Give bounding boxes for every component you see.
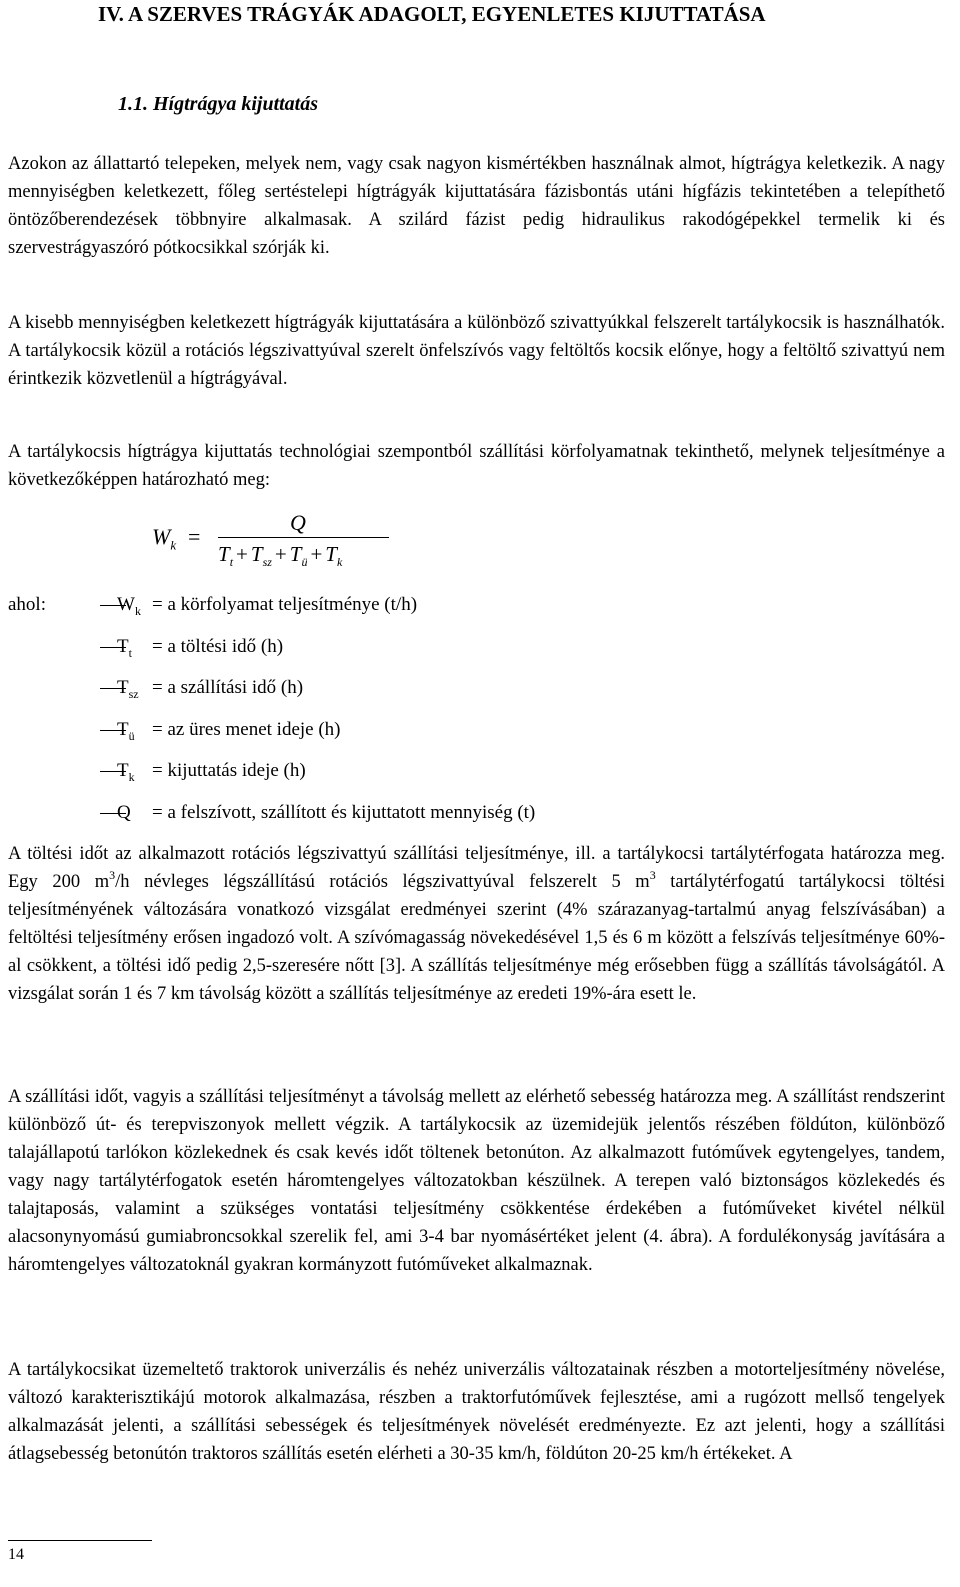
paragraph-filling-time: A töltési időt az alkalmazott rotációs légszivattyú szállítási teljesítménye, ill. a tartálykocsi tartálytérfogata határozza meg. Egy 200 $m^3/h$ névleges légszállítású rotációs légszivattyúval felszerelt 5 $m^3$ tartálytérfogatú tartálykocsi töltési teljesítményének változására vonatkozó vizsgálat eredményei szerint (4% szárazanyag-tartalmú anyag felszívásában) a feltöltési teljesítmény erősen ingadozó volt. A szívómagasság növekedésével 1,5 és 6 m között a felszívás teljesítménye 60%-al csökkent, a töltési idő pedig 2,5-szeresére nőtt [3]. A szállítás teljesítménye még erősebben függ a szállítás távolságától. A vizsgálat során 1 és 7 km távolság között a szállítás teljesítménye az eredeti 19%-ára esett le. [8, 844, 945, 1004]
formula-denominator: $T_t + T_{sz} + T_ü + T_k$ [218, 542, 343, 570]
definition-item: $T_k$ = kijuttatás ideje (h) [100, 756, 700, 798]
paragraph-intro: Azokon az állattartó telepeken, melyek nem, vagy csak nagyon kismértékben használnak almot, hígtrágya keletkezik. A nagy mennyiségben keletkezett, főleg sertéstelepi hígtrágyák kijuttatására fázisbontás utáni hígfázis tekintetében a telepíthető öntözőberendezések többnyire alkalmasak. A szilárd fázist pedig hidraulikus rakodógépekkel termelik ki és szervestrágyaszóró pótkocsikkal szórják ki. [8, 154, 945, 258]
definition-item: $T_t$ = a töltési idő (h) [100, 632, 700, 674]
chapter-title: IV. A SZERVES TRÁGYÁK ADAGOLT, EGYENLETES KIJUTTATÁSA [98, 2, 766, 26]
formula-numerator: Q [290, 510, 306, 535]
section-title: 1.1. Hígtrágya kijuttatás [118, 93, 319, 115]
formula-equals: = [188, 524, 201, 549]
definition-item: $T_{sz}$ = a szállítási idő (h) [100, 673, 700, 715]
paragraph-transport: A szállítási időt, vagyis a szállítási teljesítményt a távolság mellett az elérhető sebesség határozza meg. A szállítást rendszerint különböző út- és terepviszonyok mellett végzik. A tartálykocsik az üzemidejük jelentős részében földúton, különböző talajállapotú tarlókon közlekednek és csak kevés időt töltenek betonúton. Az alkalmazott futóművek egytengelyes, tandem, vagy nagy tartálytérfogatok esetén háromtengelyes változatokban készülnek. A terepen való biztonságos közlekedés és talajtaposás, valamint a szükséges vontatási teljesítmény csökkentése érdekében a futóműveket kivétel nélkül alacsonynyomású gumiabroncsokkal szerelik fel, ami 3-4 bar nyomásértéket jelent (4. ábra). A fordulékonyság javítására a háromtengelyes változatoknál gyakran kormányzott futóműveket alkalmaznak. [8, 1087, 945, 1275]
definition-item: $T_ü$ = az üres menet ideje (h) [100, 715, 700, 757]
paragraph-cycle: A tartálykocsis hígtrágya kijuttatás technológiai szempontból szállítási körfolyamatnak tekinthető, melynek teljesítménye a következőképpen határozható meg: [8, 442, 945, 490]
definition-list [100, 590, 700, 839]
definition-item: Q = a felszívott, szállított és kijuttatott mennyiség (t) [100, 798, 700, 840]
performance-formula [150, 510, 410, 580]
footer-rule [8, 1540, 152, 1541]
formula-lhs: $W_k$ [152, 524, 177, 553]
paragraph-tank-wagons: A kisebb mennyiségben keletkezett hígtrágyák kijuttatására a különböző szivattyúkkal felszerelt tartálykocsik is használhatók. A tartálykocsik közül a rotációs légszivattyúval szerelt önfelszívós vagy feltöltős kocsik előnye, hogy a feltöltő szivattyú nem érintkezik közvetlenül a hígtrágyával. [8, 313, 945, 389]
paragraph-tractors: A tartálykocsikat üzemeltető traktorok univerzális és nehéz univerzális változatainak részben a motorteljesítmény növelése, változó karakterisztikájú motorok alkalmazása, részben a traktorfutóművek fejlesztése, ami a rugózott mellső tengelyek alkalmazását jelenti, a szállítási sebességek és teljesítmények növelését eredményezte. Ez azt jelenti, hogy a szállítási átlagsebesség betonútón traktoros szállítás esetén elérheti a 30-35 km/h, földúton 20-25 km/h értékeket. A [8, 1360, 945, 1464]
page-number: 14 [8, 1546, 24, 1563]
fraction-bar [218, 537, 389, 538]
definition-item: $W_k$ = a körfolyamat teljesítménye (t/h) [100, 590, 700, 632]
ahol-label: ahol: [8, 594, 46, 615]
